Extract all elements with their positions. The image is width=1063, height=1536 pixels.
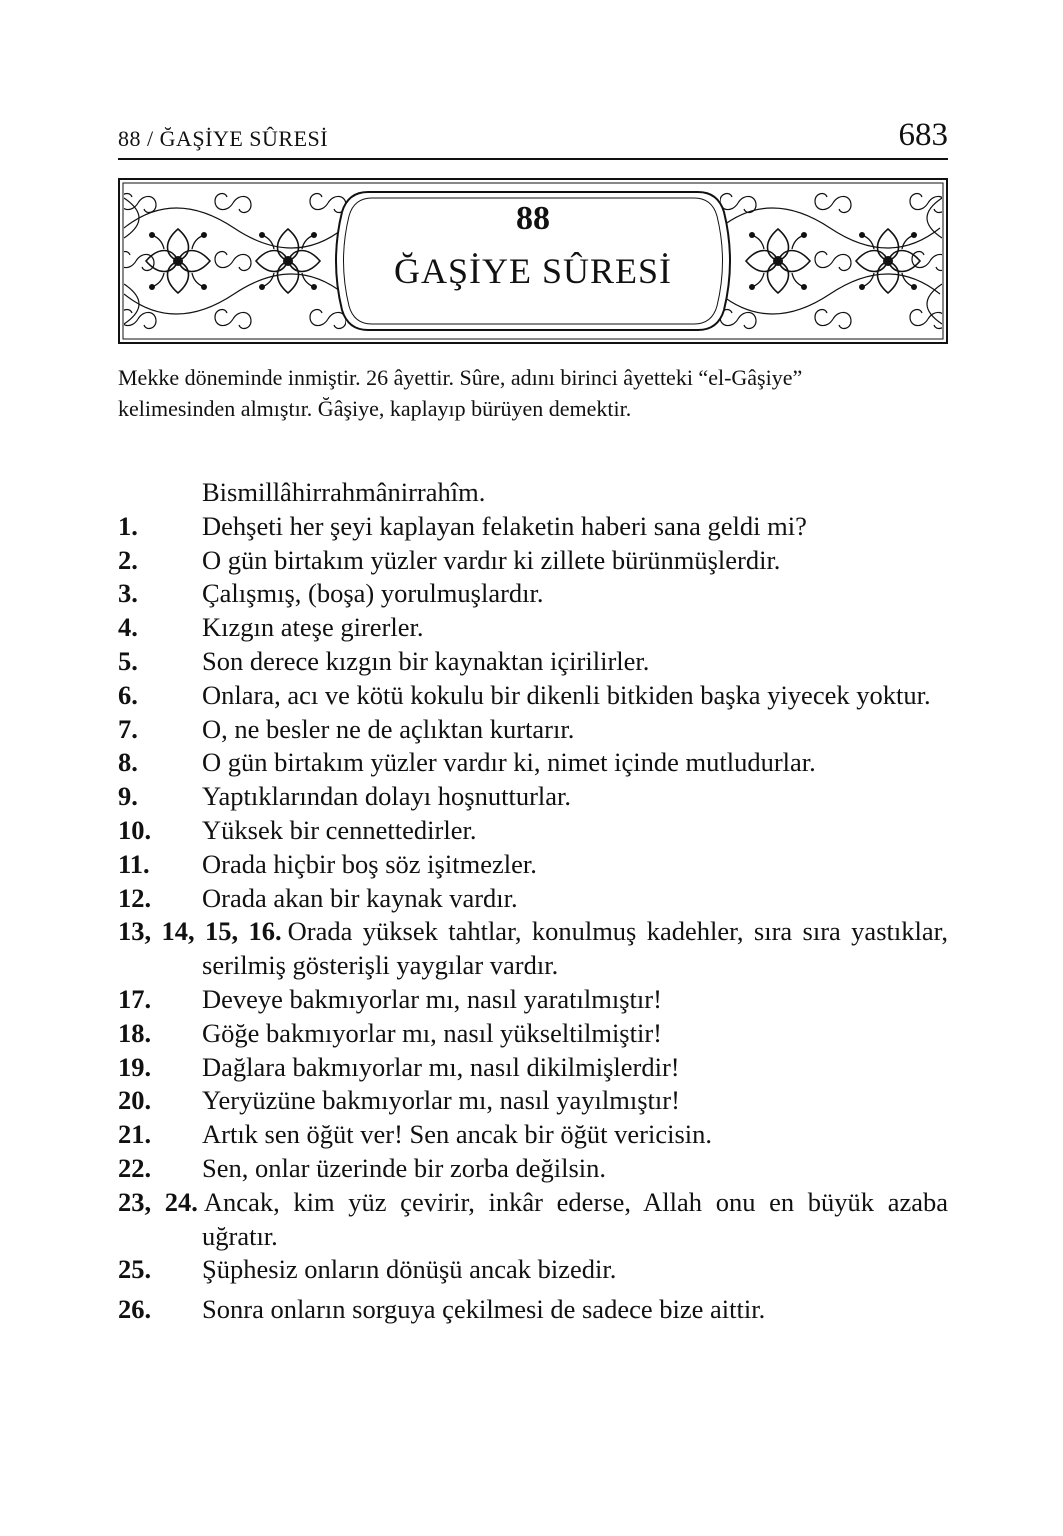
- verse-number: 11.: [118, 848, 150, 879]
- verse-item: [118, 1051, 948, 1085]
- verse-number: 17.: [118, 983, 152, 1014]
- verse-number: 1.: [118, 510, 138, 541]
- running-title: 88 / ĞAŞİYE SÛRESİ: [118, 126, 329, 151]
- verse-text: Yaptıklarından dolayı hoşnutturlar.: [202, 781, 572, 812]
- verse-item: [118, 1186, 948, 1254]
- surah-number: 88: [516, 200, 550, 237]
- verse-text: Onlara, acı ve kötü kokulu bir dikenli bitkiden başka yiyecek yoktur.: [202, 679, 931, 710]
- verse-item: [118, 611, 948, 645]
- verse-number: 21.: [118, 1119, 152, 1150]
- verse-number: 12.: [118, 882, 152, 913]
- verse-number: 2.: [118, 544, 138, 575]
- verse-text: O gün birtakım yüzler vardır ki, nimet içinde mutludurlar.: [202, 747, 816, 778]
- verse-item: [118, 882, 948, 916]
- verse-text: Deveye bakmıyorlar mı, nasıl yaratılmıştır!: [202, 983, 662, 1014]
- verse-item: [118, 1293, 948, 1327]
- verse-number: 7.: [118, 713, 138, 744]
- verse-number: 5.: [118, 645, 138, 676]
- verse-item: [118, 1017, 948, 1051]
- verse-item: [118, 983, 948, 1017]
- verse-item: [118, 1152, 948, 1186]
- verse-item: [118, 679, 948, 713]
- verse-text: Ancak, kim yüz çevirir, inkâr ederse, Allah onu en büyük azaba uğratır.: [202, 1186, 948, 1251]
- verse-number: 13, 14, 15, 16.: [118, 916, 282, 947]
- verse-number: 18.: [118, 1017, 152, 1048]
- verse-text: Orada akan bir kaynak vardır.: [202, 882, 518, 913]
- verse-text: Dağlara bakmıyorlar mı, nasıl dikilmişlerdir!: [202, 1051, 680, 1082]
- verse-number: 10.: [118, 814, 152, 845]
- verse-text: Artık sen öğüt ver! Sen ancak bir öğüt vericisin.: [202, 1119, 712, 1150]
- intro-line: Mekke döneminde inmiştir. 26 âyettir. Sûre, adını birinci âyetteki “el-Gâşiye”: [118, 365, 803, 390]
- verse-text: Kızgın ateşe girerler.: [202, 612, 424, 643]
- verse-text: Sen, onlar üzerinde bir zorba değilsin.: [202, 1152, 606, 1183]
- verse-text: Yeryüzüne bakmıyorlar mı, nasıl yayılmıştır!: [202, 1085, 680, 1116]
- verse-text: O, ne besler ne de açlıktan kurtarır.: [202, 713, 575, 744]
- verse-number: 23, 24.: [118, 1186, 198, 1217]
- intro-line: kelimesinden almıştır. Ğâşiye, kaplayıp bürüyen demektir.: [118, 396, 632, 421]
- verse-number: 3.: [118, 578, 138, 609]
- verse-number: 8.: [118, 747, 138, 778]
- verse-number: 20.: [118, 1085, 152, 1116]
- verse-number: 9.: [118, 781, 138, 812]
- verse-item: [118, 814, 948, 848]
- page-number: 683: [898, 117, 948, 153]
- verse-text: Son derece kızgın bir kaynaktan içirilirler.: [202, 645, 650, 676]
- verse-item: [118, 915, 948, 983]
- verse-text: Şüphesiz onların dönüşü ancak bizedir.: [202, 1254, 617, 1285]
- verse-number: 25.: [118, 1254, 152, 1285]
- surah-banner: [118, 178, 948, 344]
- verse-text: Göğe bakmıyorlar mı, nasıl yükseltilmiştir!: [202, 1017, 662, 1048]
- verse-text: Orada hiçbir boş söz işitmezler.: [202, 848, 537, 879]
- verse-number: 4.: [118, 612, 138, 643]
- verse-item: [118, 848, 948, 882]
- verse-item: [118, 1084, 948, 1118]
- verse-list: [118, 476, 948, 1327]
- verse-text: Çalışmış, (boşa) yorulmuşlardır.: [202, 578, 544, 609]
- verse-number: 22.: [118, 1152, 152, 1183]
- verse-item: [118, 510, 948, 544]
- verse-text: O gün birtakım yüzler vardır ki zillete bürünmüşlerdir.: [202, 544, 781, 575]
- basmala: Bismillâhirrahmânirrahîm.: [202, 477, 486, 507]
- verse-text: Sonra onların sorguya çekilmesi de sadece bize aittir.: [202, 1294, 766, 1325]
- verse-item: [118, 645, 948, 679]
- verse-number: 26.: [118, 1294, 152, 1325]
- verse-text: Orada yüksek tahtlar, konulmuş kadehler, sıra sıra yastıklar, serilmiş gösterişli yaygılar vardır.: [202, 916, 948, 981]
- verse-number: 19.: [118, 1051, 152, 1082]
- verse-number: 6.: [118, 679, 138, 710]
- running-header: [118, 112, 948, 160]
- surah-introduction: [118, 362, 948, 424]
- verse-text: Yüksek bir cennettedirler.: [202, 814, 477, 845]
- verse-item: [118, 713, 948, 747]
- verse-item: [118, 544, 948, 578]
- surah-title: ĞAŞİYE SÛRESİ: [393, 251, 673, 291]
- verse-item: [118, 1118, 948, 1152]
- verse-item: [118, 1253, 948, 1287]
- verse-item: [118, 746, 948, 780]
- verse-item: [118, 577, 948, 611]
- verse-text: Dehşeti her şeyi kaplayan felaketin haberi sana geldi mi?: [202, 510, 807, 541]
- verse-item: [118, 780, 948, 814]
